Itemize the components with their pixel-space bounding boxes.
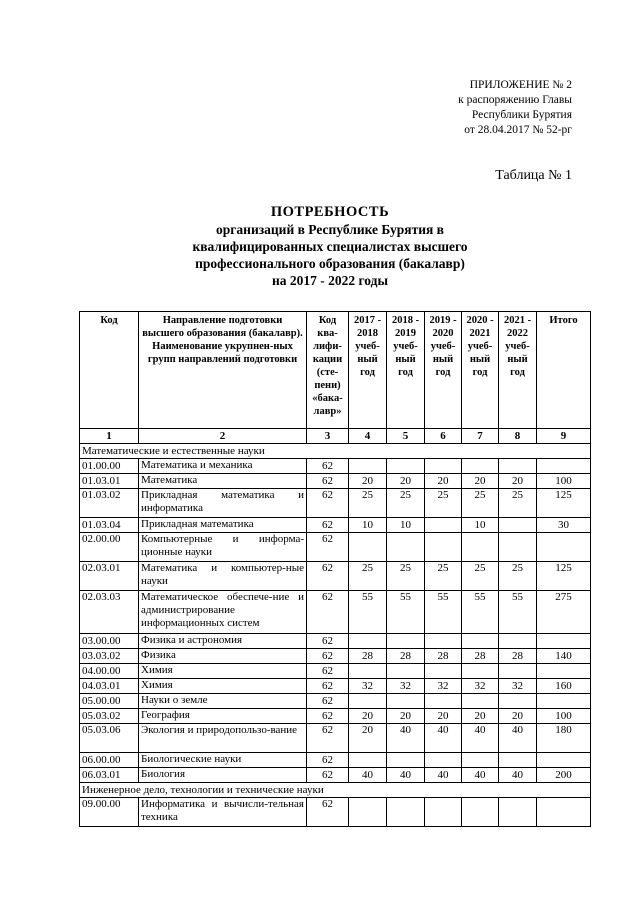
header-qualification-code: Код ква-лифи-кации (сте-пени) «бака-лавр» [307, 312, 349, 429]
header-total: Итого [537, 312, 591, 429]
row-value-2019 [425, 798, 462, 827]
row-qualification-code: 62 [307, 768, 349, 783]
row-code: 04.03.01 [80, 679, 139, 694]
row-qualification-code: 62 [307, 459, 349, 474]
row-code: 02.03.01 [80, 562, 139, 591]
header-direction: Направление подготовки высшего образования (бакалавр). Наименование укрупнен-ных групп направлений подготовки [139, 312, 307, 429]
row-value-2019 [425, 694, 462, 709]
table-row [80, 489, 591, 518]
row-value-2019 [425, 753, 462, 768]
row-direction-name: Математика и механика [139, 459, 307, 474]
column-number: 5 [387, 429, 425, 444]
document-title [80, 204, 580, 289]
title-line-3: квалифицированных специалистах высшего [192, 239, 468, 254]
row-code: 06.00.00 [80, 753, 139, 768]
row-qualification-code: 62 [307, 664, 349, 679]
header-year-2017: 2017 - 2018 учеб-ный год [349, 312, 387, 429]
row-direction-name: Физика и астрономия [139, 634, 307, 649]
row-value-2021 [499, 798, 537, 827]
row-value-2021 [499, 459, 537, 474]
row-total [537, 533, 591, 562]
row-code: 03.03.02 [80, 649, 139, 664]
row-total [537, 798, 591, 827]
row-direction-name: Математика и компьютер-ные науки [139, 562, 307, 591]
row-value-2020: 40 [462, 768, 499, 783]
row-value-2021: 32 [499, 679, 537, 694]
row-value-2020 [462, 798, 499, 827]
row-value-2018: 40 [387, 724, 425, 753]
row-value-2020: 20 [462, 474, 499, 489]
row-direction-name: Биология [139, 768, 307, 783]
row-direction-name: Математическое обеспече-ние и администрирование информационных систем [139, 591, 307, 634]
row-direction-name: Прикладная математика [139, 518, 307, 533]
appendix-line-1: ПРИЛОЖЕНИЕ № 2 [469, 79, 572, 91]
row-value-2017 [349, 459, 387, 474]
row-direction-name: Биологические науки [139, 753, 307, 768]
row-value-2017: 28 [349, 649, 387, 664]
row-value-2017 [349, 533, 387, 562]
row-qualification-code: 62 [307, 533, 349, 562]
row-value-2018: 32 [387, 679, 425, 694]
row-total [537, 459, 591, 474]
row-value-2021 [499, 664, 537, 679]
table-row [80, 664, 591, 679]
column-number: 6 [425, 429, 462, 444]
row-value-2020: 28 [462, 649, 499, 664]
row-value-2019 [425, 459, 462, 474]
row-value-2017: 55 [349, 591, 387, 634]
column-number: 3 [307, 429, 349, 444]
table-row [80, 533, 591, 562]
table-row [80, 798, 591, 827]
row-value-2017 [349, 664, 387, 679]
row-value-2018 [387, 694, 425, 709]
column-number: 9 [537, 429, 591, 444]
row-value-2017: 20 [349, 474, 387, 489]
row-value-2021 [499, 634, 537, 649]
table-row [80, 709, 591, 724]
row-value-2019: 55 [425, 591, 462, 634]
row-qualification-code: 62 [307, 562, 349, 591]
column-number: 1 [80, 429, 139, 444]
row-qualification-code: 62 [307, 798, 349, 827]
row-value-2017: 40 [349, 768, 387, 783]
column-number-row [80, 429, 591, 444]
table-row [80, 694, 591, 709]
row-total: 100 [537, 709, 591, 724]
row-code: 05.00.00 [80, 694, 139, 709]
row-total: 275 [537, 591, 591, 634]
title-line-2: организаций в Республике Бурятия в [216, 222, 444, 237]
row-value-2019: 32 [425, 679, 462, 694]
row-code: 05.03.06 [80, 724, 139, 753]
row-value-2020: 40 [462, 724, 499, 753]
row-total [537, 634, 591, 649]
table-row [80, 562, 591, 591]
row-direction-name: Экология и природопользо-вание [139, 724, 307, 753]
row-value-2018: 40 [387, 768, 425, 783]
section-row [80, 444, 591, 459]
row-total: 200 [537, 768, 591, 783]
column-number: 8 [499, 429, 537, 444]
row-qualification-code: 62 [307, 679, 349, 694]
row-direction-name: Компьютерные и информа-ционные науки [139, 533, 307, 562]
row-total [537, 753, 591, 768]
table-row [80, 591, 591, 634]
row-direction-name: Химия [139, 664, 307, 679]
row-total: 140 [537, 649, 591, 664]
row-value-2018: 55 [387, 591, 425, 634]
row-value-2018 [387, 798, 425, 827]
column-number: 7 [462, 429, 499, 444]
row-value-2021: 40 [499, 724, 537, 753]
section-title: Математические и естественные науки [80, 444, 591, 459]
table-row [80, 634, 591, 649]
title-line-1: ПОТРЕБНОСТЬ [270, 204, 390, 220]
row-qualification-code: 62 [307, 474, 349, 489]
row-code: 02.03.03 [80, 591, 139, 634]
column-number: 4 [349, 429, 387, 444]
row-value-2020: 25 [462, 489, 499, 518]
row-code: 06.03.01 [80, 768, 139, 783]
row-value-2017 [349, 694, 387, 709]
row-value-2017 [349, 753, 387, 768]
row-value-2020 [462, 634, 499, 649]
row-direction-name: Науки о земле [139, 694, 307, 709]
header-year-2018: 2018 - 2019 учеб-ный год [387, 312, 425, 429]
row-value-2021: 20 [499, 709, 537, 724]
table-number-label: Таблица № 1 [495, 168, 572, 183]
row-total: 30 [537, 518, 591, 533]
column-number: 2 [139, 429, 307, 444]
row-direction-name: Прикладная математика и информатика [139, 489, 307, 518]
row-value-2019: 28 [425, 649, 462, 664]
appendix-header [458, 78, 572, 138]
table-row [80, 679, 591, 694]
table-row [80, 768, 591, 783]
row-direction-name: География [139, 709, 307, 724]
row-value-2018 [387, 753, 425, 768]
row-value-2021: 20 [499, 474, 537, 489]
row-value-2019: 20 [425, 709, 462, 724]
demand-table [79, 311, 591, 827]
row-value-2020: 20 [462, 709, 499, 724]
header-year-2020: 2020 - 2021 учеб-ный год [462, 312, 499, 429]
row-total [537, 664, 591, 679]
row-value-2019: 40 [425, 768, 462, 783]
row-value-2017: 25 [349, 489, 387, 518]
row-value-2019 [425, 533, 462, 562]
row-value-2021: 40 [499, 768, 537, 783]
row-qualification-code: 62 [307, 694, 349, 709]
row-direction-name: Математика [139, 474, 307, 489]
row-total: 100 [537, 474, 591, 489]
row-value-2021: 25 [499, 562, 537, 591]
appendix-line-4: от 28.04.2017 № 52-рг [464, 124, 572, 136]
row-code: 01.03.04 [80, 518, 139, 533]
row-value-2018: 28 [387, 649, 425, 664]
table-row [80, 459, 591, 474]
row-code: 05.03.02 [80, 709, 139, 724]
table-row [80, 518, 591, 533]
table-row [80, 753, 591, 768]
row-value-2020: 32 [462, 679, 499, 694]
title-line-4: профессионального образования (бакалавр) [195, 256, 465, 271]
row-value-2019 [425, 664, 462, 679]
row-value-2020 [462, 533, 499, 562]
appendix-line-2: к распоряжению Главы [458, 94, 572, 106]
row-value-2019: 40 [425, 724, 462, 753]
row-direction-name: Физика [139, 649, 307, 664]
row-qualification-code: 62 [307, 709, 349, 724]
section-row [80, 783, 591, 798]
row-qualification-code: 62 [307, 591, 349, 634]
row-value-2018 [387, 459, 425, 474]
row-value-2021: 25 [499, 489, 537, 518]
row-value-2017: 25 [349, 562, 387, 591]
row-value-2018 [387, 664, 425, 679]
table-body [80, 444, 591, 827]
row-code: 09.00.00 [80, 798, 139, 827]
row-value-2021 [499, 694, 537, 709]
row-value-2020: 55 [462, 591, 499, 634]
row-total: 125 [537, 562, 591, 591]
row-value-2019: 25 [425, 489, 462, 518]
title-line-5: на 2017 - 2022 годы [271, 273, 389, 288]
row-code: 01.00.00 [80, 459, 139, 474]
header-year-2021: 2021 - 2022 учеб-ный год [499, 312, 537, 429]
row-value-2021 [499, 518, 537, 533]
row-value-2019 [425, 634, 462, 649]
row-value-2019 [425, 518, 462, 533]
row-code: 02.00.00 [80, 533, 139, 562]
row-value-2020 [462, 694, 499, 709]
row-total: 180 [537, 724, 591, 753]
row-value-2020: 25 [462, 562, 499, 591]
row-total: 160 [537, 679, 591, 694]
row-direction-name: Химия [139, 679, 307, 694]
row-value-2019: 25 [425, 562, 462, 591]
row-code: 01.03.01 [80, 474, 139, 489]
row-value-2017: 20 [349, 724, 387, 753]
row-direction-name: Информатика и вычисли-тельная техника [139, 798, 307, 827]
row-value-2017 [349, 634, 387, 649]
row-value-2019: 20 [425, 474, 462, 489]
row-qualification-code: 62 [307, 753, 349, 768]
row-value-2021 [499, 753, 537, 768]
table-row [80, 474, 591, 489]
row-value-2020 [462, 753, 499, 768]
row-qualification-code: 62 [307, 489, 349, 518]
row-qualification-code: 62 [307, 649, 349, 664]
row-total: 125 [537, 489, 591, 518]
row-value-2018 [387, 634, 425, 649]
header-row [80, 312, 591, 429]
row-value-2018: 20 [387, 709, 425, 724]
row-value-2021 [499, 533, 537, 562]
row-value-2020 [462, 664, 499, 679]
row-value-2018: 20 [387, 474, 425, 489]
row-qualification-code: 62 [307, 518, 349, 533]
row-value-2021: 28 [499, 649, 537, 664]
row-code: 04.00.00 [80, 664, 139, 679]
row-total [537, 694, 591, 709]
row-value-2017: 32 [349, 679, 387, 694]
appendix-line-3: Республики Бурятия [471, 109, 572, 121]
header-code: Код [80, 312, 139, 429]
row-value-2017 [349, 798, 387, 827]
row-value-2018 [387, 533, 425, 562]
table-row [80, 649, 591, 664]
row-code: 03.00.00 [80, 634, 139, 649]
row-code: 01.03.02 [80, 489, 139, 518]
row-value-2017: 20 [349, 709, 387, 724]
row-value-2018: 10 [387, 518, 425, 533]
row-qualification-code: 62 [307, 634, 349, 649]
row-value-2020 [462, 459, 499, 474]
section-title: Инженерное дело, технологии и технические науки [80, 783, 591, 798]
header-year-2019: 2019 - 2020 учеб-ный год [425, 312, 462, 429]
row-value-2017: 10 [349, 518, 387, 533]
row-qualification-code: 62 [307, 724, 349, 753]
row-value-2018: 25 [387, 489, 425, 518]
row-value-2021: 55 [499, 591, 537, 634]
row-value-2020: 10 [462, 518, 499, 533]
table-row [80, 724, 591, 753]
row-value-2018: 25 [387, 562, 425, 591]
